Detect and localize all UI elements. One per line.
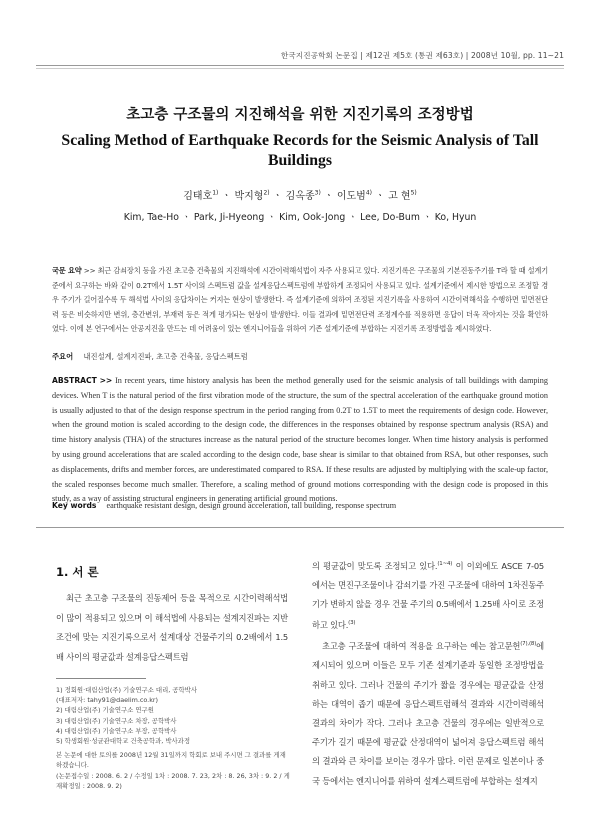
author-separator: ㆍ <box>324 191 334 202</box>
author-name: 박지형 <box>234 191 264 202</box>
running-head: 한국지진공학회 논문집 | 제12권 제5호 (통권 제63호) | 2008년 10월, pp. 11~21 <box>280 51 564 60</box>
paragraph-text: 의 평균값이 맞도록 조정되고 있다. <box>312 560 438 571</box>
abstract-english <box>52 374 548 507</box>
abstract-korean-label: 국문 요약 <box>52 266 82 275</box>
author-name: 고 현 <box>388 191 411 202</box>
paragraph <box>312 635 544 790</box>
author-sup: 5) <box>410 189 417 197</box>
authors-korean <box>0 187 600 202</box>
title-english: Scaling Method of Earthquake Records for the Seismic Analysis of Tall Buildings <box>61 132 539 169</box>
header-rule-thin <box>36 68 564 69</box>
section-heading: 1. 서 론 <box>56 565 99 579</box>
footnote-rule <box>56 678 146 679</box>
header-rule <box>36 65 564 66</box>
abstract-korean-arrow: >> <box>83 266 96 275</box>
abstract-english-label: ABSTRACT <box>52 376 97 385</box>
abstract-english-text: In recent years, time history analysis has been the method generally used for the seismic analysis of tall buildings with damping devices. When T is the natural period of the first vibration mode of the structure, the sum of the spectral acceleration of the earthquake ground motion is usually adjusted to that of the design response spectrum in the period ranging from 0.2T to 1.5T to meet the requirements of design code. However, when the ground motion is scaled according to the design code, the differences in the responses obtained by response spectrum analysis (RSA) and time history analysis (THA) of the structures increase as the natural period of the structure becomes longer. When time history analysis is performed by using ground accelerations that are scaled according to the design code, base shear is similar to that obtained from RSA, but other responses, such as displacements, drifts and member forces, are underestimated compared to RSA. If these results are adjusted by multiplying with the scale-up factor, the scaled responses become much smaller. Therefore, a scaling method of ground motions corresponding with the design code is proposed in this study, as a way of assisting structural engineers in generating artificial ground motions. <box>52 376 548 504</box>
author-separator: ㆍ <box>221 191 232 202</box>
author-name: 김옥종 <box>285 191 315 202</box>
footnote-discussion: 본 논문에 대한 토의를 2008년 12월 31일까지 학회로 보내 주시면 그 결과를 게재하겠습니다. <box>56 751 286 770</box>
footnote: 5) 학생회원·성균관대학교 건축공학과, 박사과정 <box>56 737 191 746</box>
footnote-dates: (논문접수일 : 2008. 6. 2 / 수정일 1차 : 2008. 7. 23, 2차 : 8. 26, 3차 : 9. 2 / 게재확정일 : 2008. 9. 2) <box>56 771 290 790</box>
keywords-english-label: Key words <box>52 501 97 510</box>
footnotes <box>56 685 290 791</box>
paragraph <box>312 555 544 635</box>
keywords-korean-label: 주요어 <box>52 352 74 361</box>
footnote: 4) 대림산업(주) 기술연구소 부장, 공학박사 <box>56 726 177 735</box>
abstract-korean <box>52 264 548 337</box>
footnote: 1) 정회원·대림산업(주) 기술연구소 대리, 공학박사 <box>56 686 198 694</box>
author-sup: 2) <box>263 189 270 197</box>
footnote: 3) 대림산업(주) 기술연구소 차장, 공학박사 <box>56 716 177 725</box>
paragraph-text: 에 제시되어 있으며 이들은 모두 기존 설계기준과 동일한 조정방법을 취하고 있다. 그러나 건물의 주기가 짧을 경우에는 평균값을 산정하는 대역이 좁기 때문에 응답스펙트럼해석 결과와 시간이력해석 결과의 차이가 작다. 그러나 초고층 건물의 경우에는 일반적으로 주기가 길기 때문에 평균값 산정대역이 넓어져 응답스펙트럼 해석의 결과와 큰 차이를 보이는 경우가 많다. 이런 문제로 일본이나 중국 등에서는 엔지니어를 위하여 설계스펙트럼에 부합하는 설계지 <box>312 641 544 786</box>
keywords-english <box>52 501 548 510</box>
author-sup: 1) <box>212 189 219 197</box>
author-sup: 4) <box>365 189 373 197</box>
paragraph-text: 이 이외에도 ASCE 7-05에서는 면진구조물이나 감쇠기를 가진 구조물에 대하여 1차진동주기가 변하지 않을 경우 건물 주기의 0.5배에서 1.25배 사이로 조정하고 있다. <box>312 560 544 631</box>
reference-mark: (3) <box>348 620 356 627</box>
keywords-korean-text: 내진설계, 설계지진파, 초고층 건축물, 응답스펙트럼 <box>83 352 248 361</box>
paragraph-text: 초고층 구조물에 대하여 적용을 요구하는 예는 참고문헌 <box>322 641 521 652</box>
title-korean: 초고층 구조물의 지진해석을 위한 지진기록의 조정방법 <box>126 107 474 123</box>
abstract-korean-text: 최근 감쇠장치 등을 가진 초고층 건축물의 지진해석에 시간이력해석법이 자주 사용되고 있다. 지진기록은 구조물의 기본진동주기를 T라 할 때 설계기준에서 요구하는 바와 같이 0.2T에서 1.5T 사이의 스펙트럼 값을 설계응답스펙트럼에 부합하게 조정되어 사용되고 있다. 설계기준에서 제시한 방법으로 조정할 경우 주기가 길어질수록 두 해석법 사이의 응답차이는 커지는 현상이 발생한다. 즉 설계기준에 의하여 조정된 지진기록을 사용하여 시간이력해석을 수행하면 밑면전단력 등은 비슷하지만 변위, 층간변위, 부재력 등은 적게 평가되는 현상이 발생한다. 이들 결과에 밑면전단력 조정계수를 적용하면 응답이 더욱 작아지는 것을 확인하였다. 이에 본 연구에서는 안공지진을 만드는 데 어려움이 있는 엔지니어들을 위하여 기존 설계기준에 부합하는 지진기록 조정방법을 제시하였다. <box>52 266 549 334</box>
body-text-right <box>312 555 544 791</box>
author-name: 김태호 <box>183 191 213 202</box>
reference-mark: (1~4) <box>437 561 453 567</box>
author-separator: ㆍ <box>272 191 283 202</box>
body-text-left: 최근 초고층 구조물의 진동제어 등을 목적으로 시간이력해석법이 많이 적용되고 있으며 이 해석법에 사용되는 설계지진파는 지반조건에 맞는 지진기록으로서 설계대상 건물주기의 0.2배에서 1.5배 사이의 평균값과 설계응답스펙트럼 <box>56 593 288 662</box>
author-name: 이도범 <box>336 191 366 202</box>
author-separator: ㆍ <box>375 191 385 202</box>
keywords-english-text: earthquake resistant design, design ground acceleration, tall building, response spectrum <box>106 501 397 510</box>
abstract-english-arrow: >> <box>99 376 113 385</box>
reference-mark: (7),(8) <box>520 641 537 648</box>
authors-english: Kim, Tae-Ho ㆍ Park, Ji-Hyeong ㆍ Kim, Ook-Jong ㆍ Lee, Do-Bum ㆍ Ko, Hyun <box>123 212 477 223</box>
footnote: (대표저자: tahy91@daelim.co.kr) <box>56 696 159 705</box>
abstract-divider <box>36 527 564 528</box>
keywords-korean <box>52 352 548 362</box>
footnote: 2) 대림산업(주) 기술연구소 연구원 <box>56 706 154 715</box>
author-sup: 3) <box>314 189 321 197</box>
